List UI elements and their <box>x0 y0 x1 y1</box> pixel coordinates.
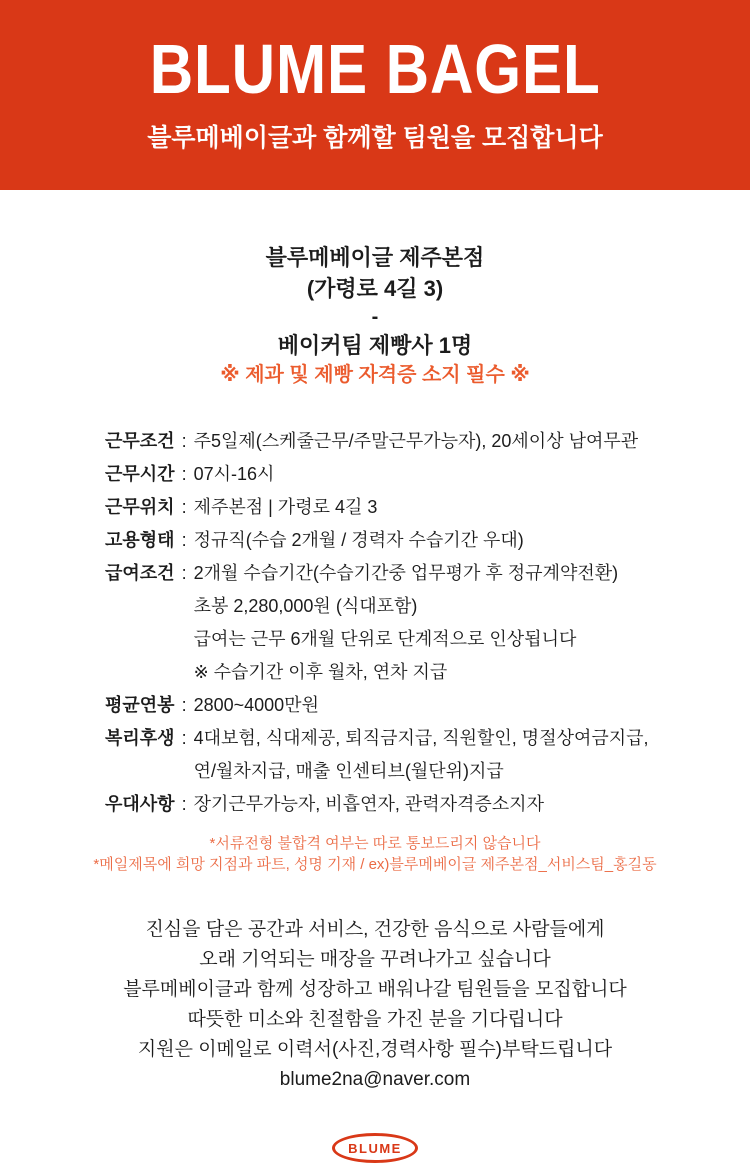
detail-row <box>105 557 714 689</box>
detail-label: 근무조건 <box>105 431 175 451</box>
closing-line: 블루메베이글과 함께 성장하고 배워나갈 팀원들을 모집합니다 <box>123 979 627 1000</box>
detail-value-line: 2800~4000만원 <box>193 695 319 715</box>
detail-value <box>194 722 714 788</box>
banner-subtitle: 블루메베이글과 함께할 팀원을 모집합니다 <box>147 124 603 152</box>
detail-value-line: 초봉 2,280,000원 (식대포함) <box>193 596 418 616</box>
detail-label: 고용형태 <box>105 530 175 550</box>
position-block <box>0 242 750 389</box>
detail-separator: : <box>181 728 187 748</box>
detail-value-line: 연/월차지급, 매출 인센티브(월단위)지급 <box>193 761 504 781</box>
detail-row <box>105 524 714 557</box>
detail-value-line: 4대보험, 식대제공, 퇴직금지급, 직원할인, 명절상여금지급, <box>193 728 649 748</box>
closing-line: 따뜻한 미소와 친절함을 가진 분을 기다립니다 <box>187 1009 563 1030</box>
store-name: 블루메베이글 제주본점 <box>265 245 485 270</box>
detail-label: 근무위치 <box>105 497 175 517</box>
closing-line: 지원은 이메일로 이력서(사진,경력사항 필수)부탁드립니다 <box>137 1039 613 1060</box>
detail-value-line: 07시-16시 <box>193 464 275 484</box>
detail-separator: : <box>181 431 187 451</box>
detail-value <box>194 425 714 458</box>
detail-separator: : <box>181 563 187 583</box>
detail-label: 근무시간 <box>105 464 175 484</box>
logo-text: BLUME <box>348 1140 402 1156</box>
application-notices <box>0 833 750 875</box>
detail-label: 급여조건 <box>105 563 175 583</box>
detail-separator: : <box>181 530 187 550</box>
store-address: (가령로 4길 3) <box>306 276 444 301</box>
detail-value-line: ※ 수습기간 이후 월차, 연차 지급 <box>193 662 448 682</box>
detail-value-line: 주5일제(스케줄근무/주말근무가능자), 20세이상 남여무관 <box>193 431 639 451</box>
detail-row <box>105 689 714 722</box>
role-title: 베이커팀 제빵사 1명 <box>277 333 473 358</box>
detail-value <box>194 788 714 821</box>
brand-title: BLUME BAGEL <box>149 30 601 108</box>
notice-line: *메일제목에 희망 지점과 파트, 성명 기재 / ex)블루메베이글 제주본점_서비스팀_홍길동 <box>93 856 657 873</box>
detail-value-line: 제주본점 | 가령로 4길 3 <box>193 497 378 517</box>
detail-value <box>194 458 714 491</box>
detail-value-line: 정규직(수습 2개월 / 경력자 수습기간 우대) <box>193 530 524 550</box>
closing-line: 진심을 담은 공간과 서비스, 건강한 음식으로 사람들에게 <box>145 919 605 940</box>
detail-separator: : <box>181 497 187 517</box>
detail-row <box>105 425 714 458</box>
certificate-requirement: ※ 제과 및 제빵 자격증 소지 필수 ※ <box>220 364 530 386</box>
closing-message <box>0 915 750 1095</box>
logo-wrap <box>0 1133 750 1163</box>
detail-label: 우대사항 <box>105 794 175 814</box>
detail-separator: : <box>181 695 187 715</box>
detail-separator: : <box>181 464 187 484</box>
detail-value <box>194 557 714 689</box>
detail-value-line: 2개월 수습기간(수습기간중 업무평가 후 정규계약전환) <box>193 563 619 583</box>
detail-label: 복리후생 <box>105 728 175 748</box>
divider-dash: - <box>371 306 379 328</box>
detail-row <box>105 491 714 524</box>
detail-label: 평균연봉 <box>105 695 175 715</box>
detail-value <box>194 524 714 557</box>
closing-line: 오래 기억되는 매장을 꾸려나가고 싶습니다 <box>199 949 551 970</box>
detail-value <box>194 689 714 722</box>
detail-row <box>105 458 714 491</box>
detail-value-line: 급여는 근무 6개월 단위로 단계적으로 인상됩니다 <box>193 629 577 649</box>
job-details-list <box>0 425 750 821</box>
detail-value-line: 장기근무가능자, 비흡연자, 관력자격증소지자 <box>193 794 544 814</box>
detail-value <box>194 491 714 524</box>
detail-row <box>105 788 714 821</box>
notice-line: *서류전형 불합격 여부는 따로 통보드리지 않습니다 <box>209 835 541 852</box>
detail-row <box>105 722 714 788</box>
blume-oval-logo <box>332 1133 418 1163</box>
detail-separator: : <box>181 794 187 814</box>
closing-line: blume2na@naver.com <box>279 1069 471 1090</box>
banner <box>0 0 750 190</box>
